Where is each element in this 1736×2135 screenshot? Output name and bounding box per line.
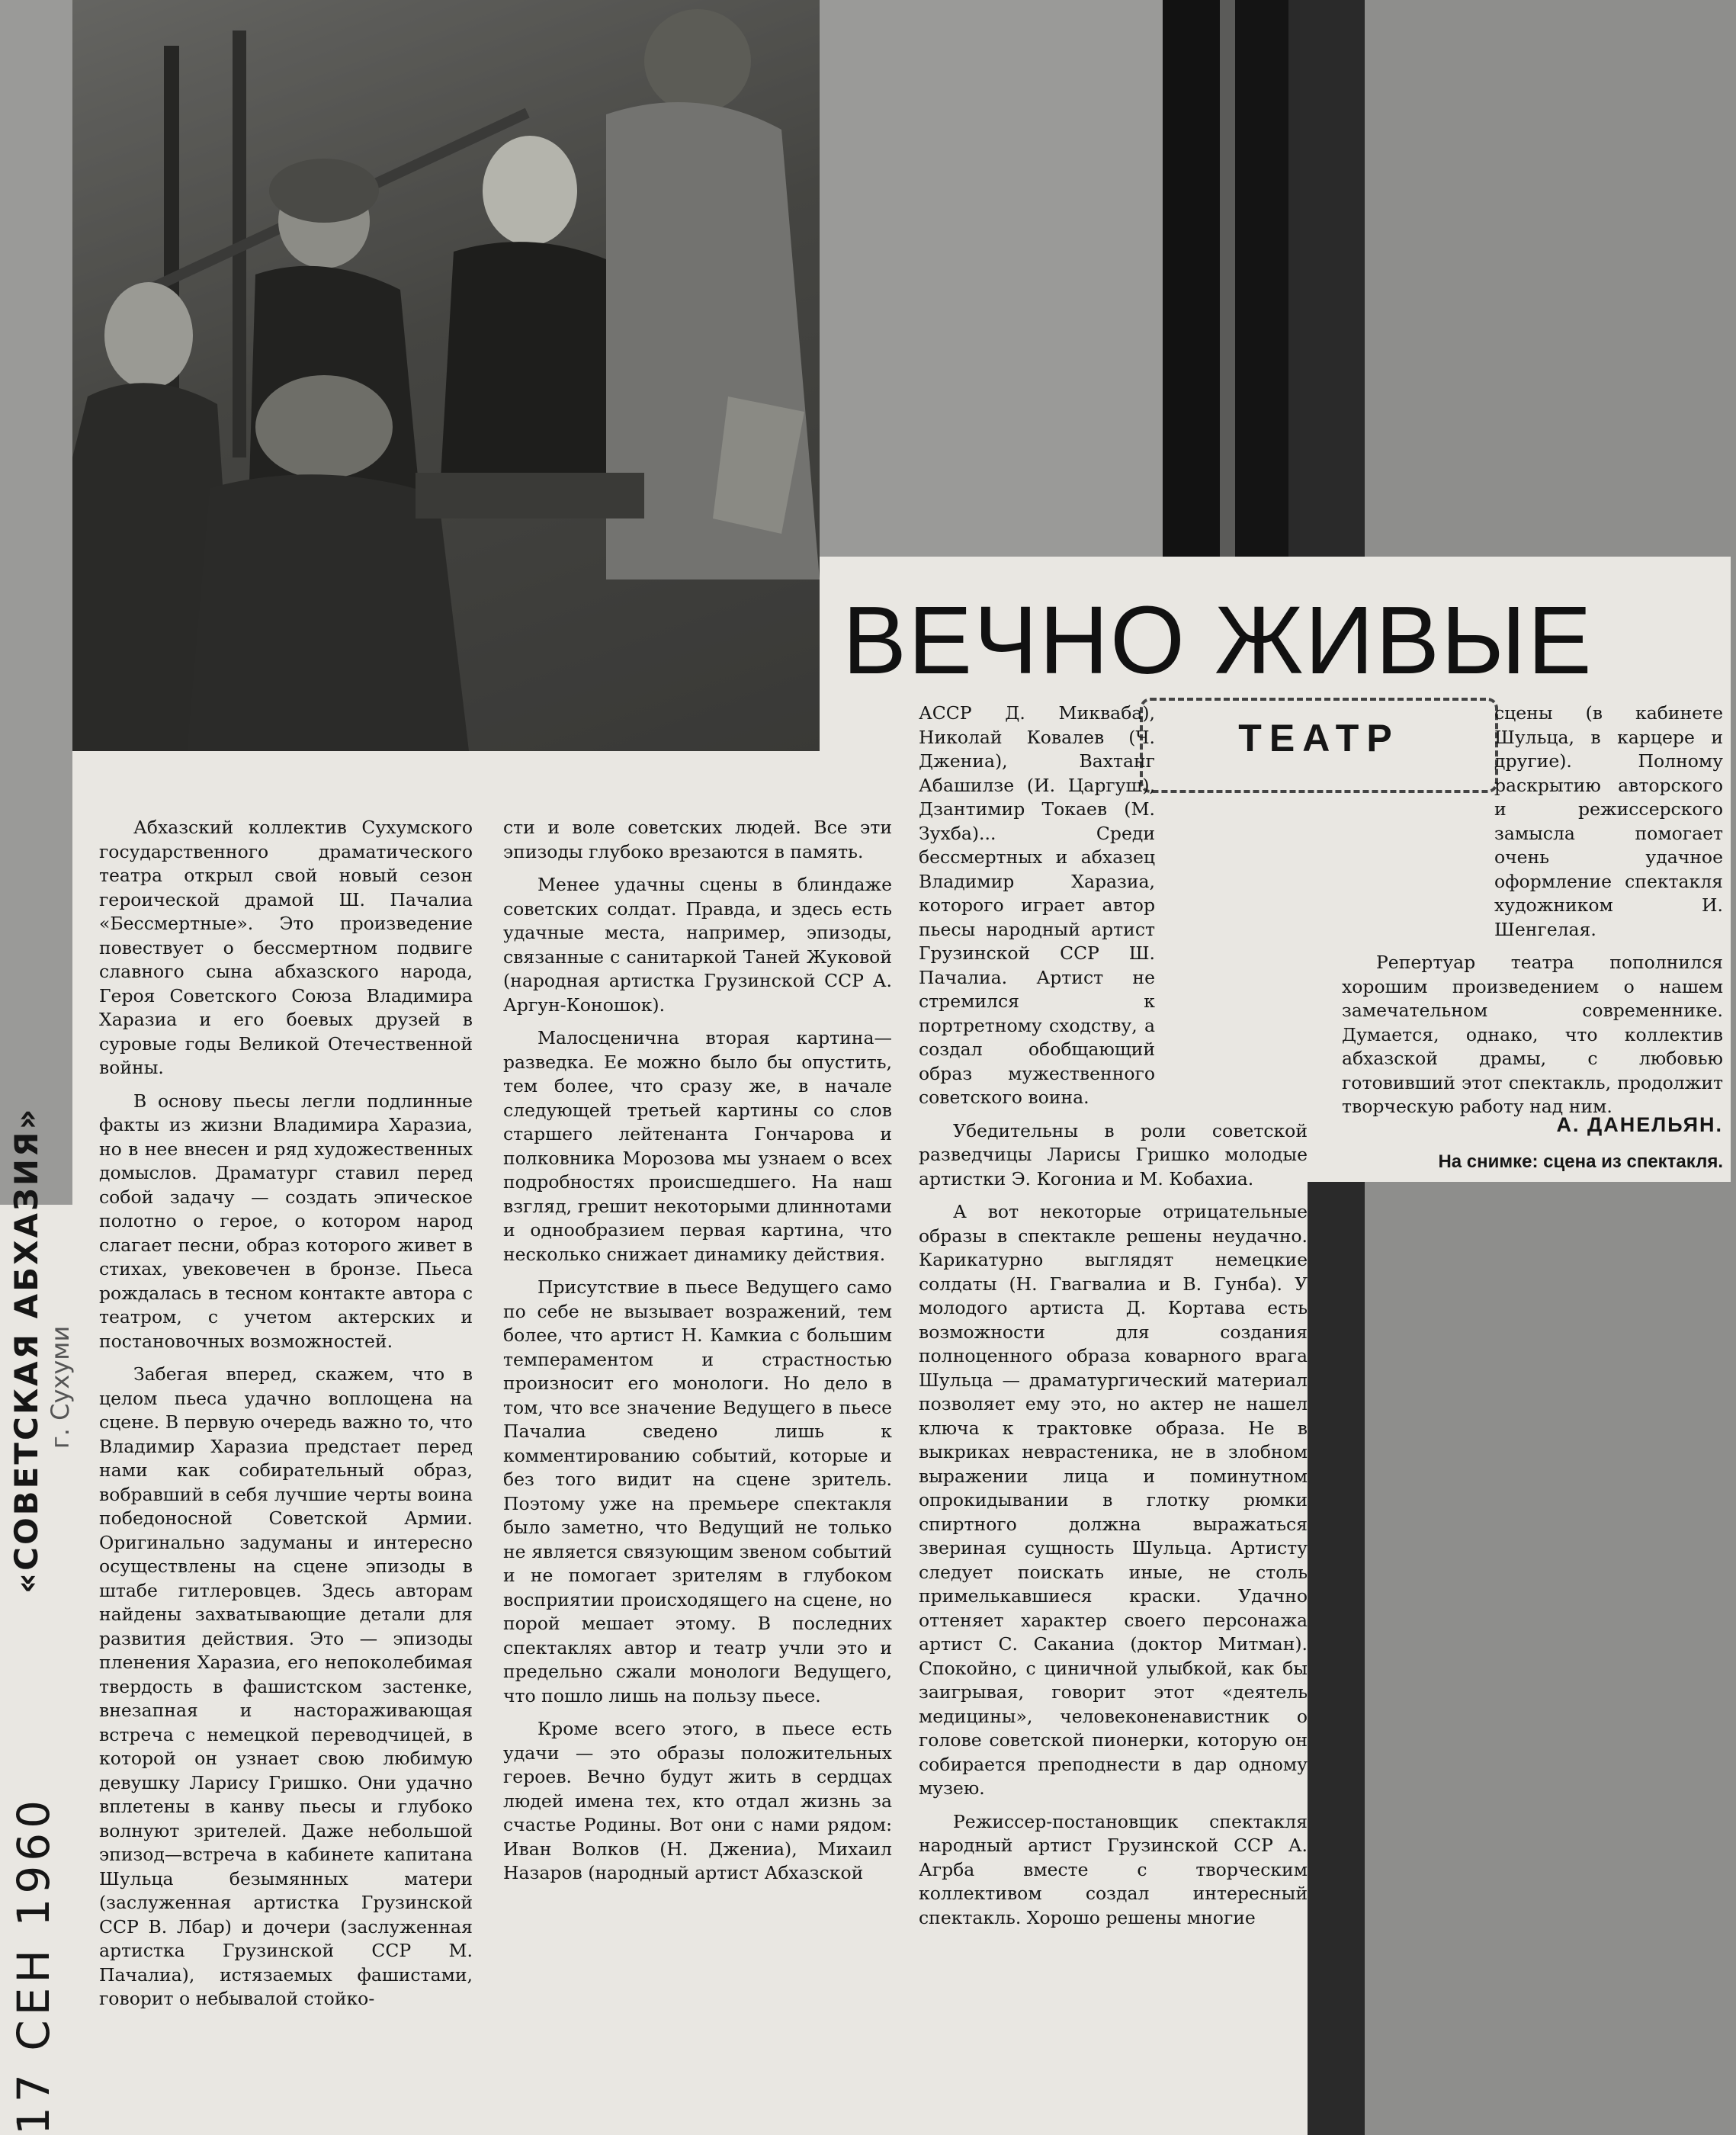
- paragraph: АССР Д. Микваба), Николай Ковалев (Ч. Джениа), Вахтанг Абашилзе (И. Царгуш), Дзантимир Токаев (М. Зухба)... Среди бессмертных и абхазец Владимир Харазиа, которого играет автор пьесы народный артист Грузинской ССР Ш. Пачалиа. Артист не стремился к портретному сходству, а создал обобщающий образ мужественного советского воина.: [919, 702, 1155, 1108]
- column-4: [1342, 702, 1723, 1128]
- paragraph: Забегая вперед, скажем, что в целом пьеса удачно воплощена на сцене. В первую очередь важно то, что Владимир Харазиа предстает перед нами как собирательный образ, вобравший в себя лучшие черты воина победоносной Советской Армии. Оригинально задуманы и интересно осуществлены на сцене эпизоды в штабе гитлеровцев. Здесь авторам найдены захватывающие детали для развития действия. Это — эпизоды пленения Харазиа, его непоколебимая твердость в фашистском застенке, внезапная и настораживающая встреча с немецкой переводчицей, в которой он узнает свою любимую девушку Ларису Гришко. Они удачно вплетены в канву пьесы и глубоко волнуют зрителей. Даже небольшой эпизод—встреча в кабинете капитана Шульца безымянных матери (заслуженная артистка Грузинской ССР В. Лбар) и дочери (заслуженная артистка Грузинской ССР М. Пачалиа), истязаемых фашистами, говорит о небывалой стойко-: [99, 1363, 473, 2009]
- paragraph: Репертуар театра пополнился хорошим произведением о нашем замечательном современнике. Думается, однако, что коллектив абхазской драмы, с любовью готовивший этот спектакль, продолжит творческую работу над ним.: [1342, 952, 1723, 1117]
- paragraph: В основу пьесы легли подлинные факты из жизни Владимира Харазиа, но в нее внесен и ряд художественных домыслов. Драматург ставил перед собой задачу — создать эпическое полотно о герое, о котором народ слагает песни, образ которого живет в стихах, увековечен в бронзе. Пьеса рождалась в тесном контакте автора с театром, с учетом актерских и постановочных возможностей.: [99, 1090, 473, 1352]
- column-2: [503, 816, 892, 1895]
- paragraph: Абхазский коллектив Сухумского государственного драматического театра открыл свой новый сезон героической драмой Ш. Пачалиа «Бессмертные». Это произведение повествует о бессмертном подвиге славного сына абхазского народа, Героя Советского Союза Владимира Харазиа и его боевых друзей в суровые годы Великой Отечественной войны.: [99, 817, 473, 1078]
- paragraph: Присутствие в пьесе Ведущего само по себе не вызывает возражений, тем более, что артист Н. Камкиа с большим темпераментом и страстностью произносит его монологи. Но дело в том, что все значение Ведущего в пьесе Пачалиа сведено лишь к комментированию событий, которые и без того видит на сцене зритель. Поэтому уже на премьере спектакля было заметно, что Ведущий не только не является связующим звеном событий и не помогает зрителям в глубоком восприятии происходящего на сцене, но порой мешает этому. В последних спектаклях автор и театр учли это и предельно сжали монологи Ведущего, что пошло лишь на пользу пьесе.: [503, 1276, 892, 1706]
- article-headline: ВЕЧНО ЖИВЫЕ: [842, 586, 1593, 694]
- rubric-label: ТЕАТР: [1238, 717, 1400, 759]
- source-stamp: «СОВЕТСКАЯ АБХАЗИЯ»: [8, 1106, 45, 1594]
- theatre-scene-photo: [72, 0, 820, 751]
- paragraph: Менее удачны сцены в блиндаже советских солдат. Правда, и здесь есть удачные места, например, эпизоды, связанные с санитаркой Таней Жуковой (народная артистка Грузинской ССР А. Аргун-Коношок).: [503, 874, 892, 1016]
- column-3: [919, 702, 1308, 1939]
- paragraph: А вот некоторые отрицательные образы в спектакле решены неудачно. Карикатурно выглядят немецкие солдаты (Н. Гвагвалиа и В. Гунба). У молодого артиста Д. Кортава есть возможности для создания полноценного образа коварного врага Шульца — драматургический материал позволяет ему это, но актер не нашел ключа к трактовке образа. Не в выкриках неврастеника, не в злобном выражении лица и поминутном опрокидывании в глотку рюмки спиртного должна выражаться звериная сущность Шульца. Артисту следует поискать иные, не столь примелькавшиеся краски. Удачно оттеняет характер своего персонажа артист С. Саканиа (доктор Митман). Спокойно, с циничной улыбкой, как бы заигрывая, говорит этот «деятель медицины», человеконенавистник о голове советской пионерки, которую он собирается преподнести в дар одному музею.: [919, 1201, 1308, 1799]
- paragraph: сти и воле советских людей. Все эти эпизоды глубоко врезаются в память.: [503, 817, 892, 862]
- author-signature: А. ДАНЕЛЬЯН.: [1556, 1113, 1723, 1136]
- column-1: [99, 816, 473, 2021]
- photo-figures: [72, 0, 820, 751]
- paragraph: сцены (в кабинете Шульца, в карцере и другие). Полному раскрытию авторского и режиссерского замысла помогает очень удачное оформление спектакля художником И. Шенгелая.: [1494, 702, 1723, 940]
- photo-caption: На снимке: сцена из спектакля.: [1438, 1151, 1723, 1172]
- date-stamp: 17 СЕН 1960: [8, 1795, 59, 2135]
- paragraph: Малосценична вторая картина— разведка. Ее можно было бы опустить, тем более, что сразу же, в начале следующей третьей картины со слов старшего лейтенанта Гончарова и полковника Морозова мы узнаем о всех подробностях происшедшего. На наш взгляд, грешит некоторыми длиннотами и однообразием первая картина, что несколько снижает динамику действия.: [503, 1027, 892, 1265]
- city-stamp: г. Сухуми: [46, 1325, 75, 1449]
- paragraph: Кроме всего этого, в пьесе есть удачи — это образы положительных героев. Вечно будут жить в сердцах людей имена тех, кто отдал жизнь за счастье Родины. Вот они с нами рядом: Иван Волков (Н. Джениа), Михаил Назаров (народный артист Абхазской: [503, 1718, 892, 1883]
- paragraph: Режиссер-постановщик спектакля народный артист Грузинской ССР А. Агрба вместе с творческим коллективом создал интересный спектакль. Хорошо решены многие: [919, 1810, 1308, 1928]
- paragraph: Убедительны в роли советской разведчицы Ларисы Гришко молодые артистки Э. Когониа и М. Кобахиа.: [919, 1119, 1308, 1190]
